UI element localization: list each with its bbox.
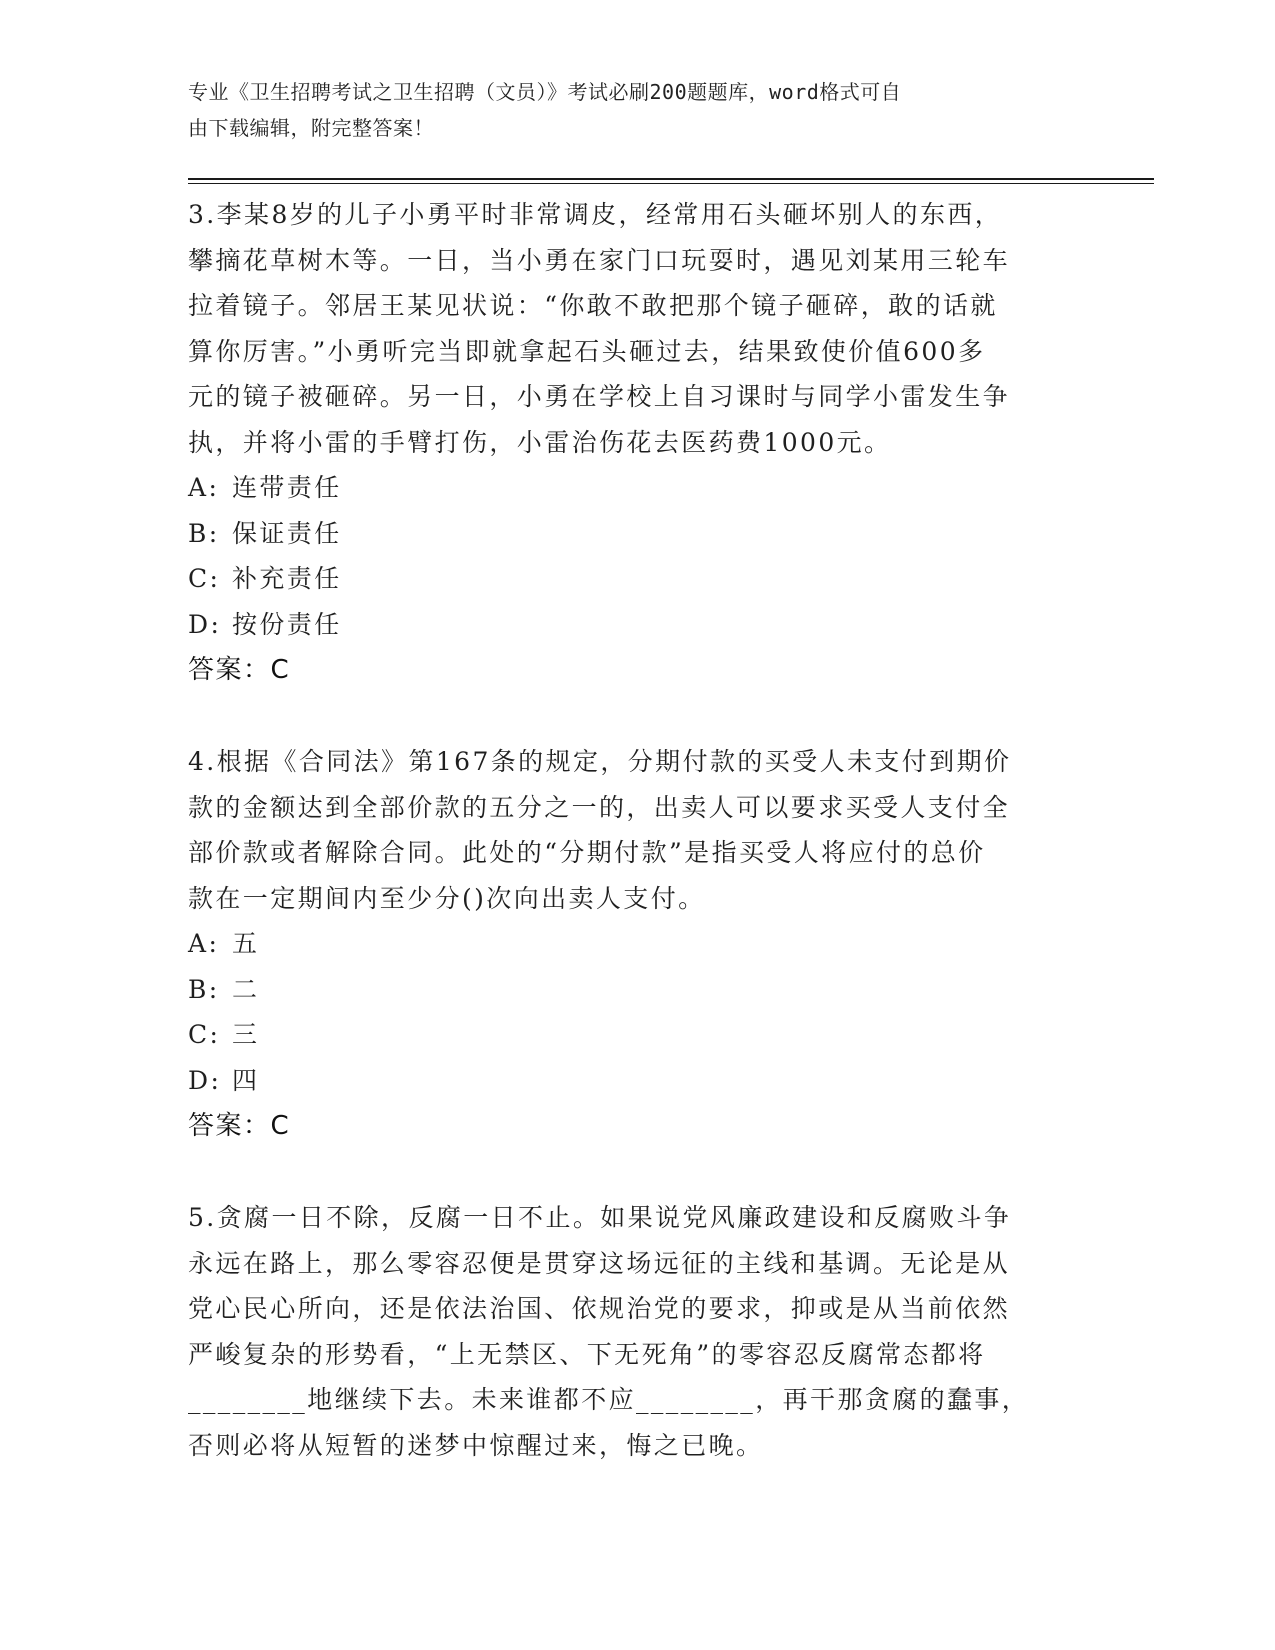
option-text: 补充责任 <box>232 564 342 593</box>
option-text: 四 <box>232 1065 260 1095</box>
option-text: 保证责任 <box>232 518 342 548</box>
option-key: C: <box>188 1020 221 1049</box>
question-3 <box>188 192 1068 693</box>
option-d <box>188 1058 1068 1104</box>
header-line-1: 专业《卫生招聘考试之卫生招聘（文员）》考试必刷200题题库，word格式可自 <box>188 80 902 104</box>
stem-line: 执，并将小雷的手臂打伤，小雷治伤花去医药费1000元。 <box>188 427 892 457</box>
option-list <box>188 921 1068 1103</box>
option-text: 三 <box>232 1020 260 1049</box>
stem-line: 算你厉害。”小勇听完当即就拿起石头砸过去，结果致使价值600多 <box>188 336 986 366</box>
option-key: B: <box>188 518 220 548</box>
question-4 <box>188 739 1068 1149</box>
stem-line: 元的镜子被砸碎。另一日，小勇在学校上自习课时与同学小雷发生争 <box>188 382 1011 411</box>
option-key: C: <box>188 564 221 593</box>
option-text: 按份责任 <box>232 609 342 639</box>
option-key: D: <box>188 1065 222 1095</box>
header-rule-thick <box>188 178 1154 180</box>
stem-line: 款的金额达到全部价款的五分之一的，出卖人可以要求买受人支付全 <box>188 792 1011 822</box>
option-list <box>188 465 1068 647</box>
option-text: 二 <box>232 974 260 1004</box>
answer-line: 答案：C <box>188 1111 291 1141</box>
option-b <box>188 967 1068 1013</box>
question-stem <box>188 739 1068 921</box>
stem-line: 攀摘花草树木等。一日，当小勇在家门口玩耍时，遇见刘某用三轮车 <box>188 245 1011 275</box>
option-key: A: <box>188 929 220 958</box>
stem-line: 永远在路上，那么零容忍便是贯穿这场远征的主线和基调。无论是从 <box>188 1248 1011 1278</box>
option-text: 五 <box>232 929 260 958</box>
header-line-2: 由下载编辑，附完整答案！ <box>188 116 434 140</box>
stem-line: 严峻复杂的形势看，“上无禁区、下无死角”的零容忍反腐常态都将 <box>188 1339 986 1369</box>
option-a <box>188 465 1068 511</box>
option-key: B: <box>188 974 220 1004</box>
document-header <box>188 74 1068 146</box>
option-text: 连带责任 <box>232 473 342 502</box>
header-rule-thin <box>188 183 1154 184</box>
question-list <box>188 192 1068 1468</box>
option-c <box>188 556 1068 602</box>
answer-line: 答案：C <box>188 655 291 685</box>
option-d <box>188 602 1068 648</box>
stem-line: 拉着镜子。邻居王某见状说：“你敢不敢把那个镜子砸碎，敢的话就 <box>188 291 998 320</box>
question-5 <box>188 1195 1068 1468</box>
stem-line: 3.李某8岁的儿子小勇平时非常调皮，经常用石头砸坏别人的东西， <box>188 200 1003 229</box>
stem-line: 否则必将从短暂的迷梦中惊醒过来，悔之已晚。 <box>188 1430 764 1460</box>
stem-line: 5.贪腐一日不除，反腐一日不止。如果说党风廉政建设和反腐败斗争 <box>188 1203 1012 1232</box>
option-b <box>188 511 1068 557</box>
question-stem <box>188 192 1068 465</box>
stem-line: 党心民心所向，还是依法治国、依规治党的要求，抑或是从当前依然 <box>188 1294 1011 1323</box>
option-key: A: <box>188 473 220 502</box>
option-key: D: <box>188 609 222 639</box>
option-c <box>188 1012 1068 1058</box>
stem-line: 部价款或者解除合同。此处的“分期付款”是指买受人将应付的总价 <box>188 838 986 867</box>
option-a <box>188 921 1068 967</box>
stem-line: 款在一定期间内至少分()次向出卖人支付。 <box>188 883 706 913</box>
stem-line: ________地继续下去。未来谁都不应________，再干那贪腐的蠢事， <box>188 1385 1030 1414</box>
question-stem <box>188 1195 1068 1468</box>
stem-line: 4.根据《合同法》第167条的规定，分期付款的买受人未支付到期价 <box>188 747 1012 776</box>
